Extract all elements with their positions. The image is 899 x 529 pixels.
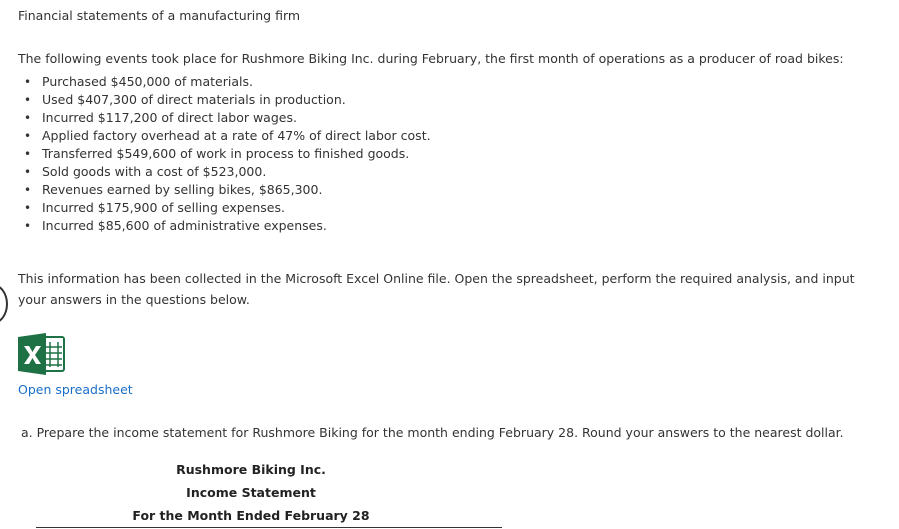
problem-heading: Financial statements of a manufacturing firm — [18, 8, 301, 23]
bullet: • — [24, 147, 32, 161]
event-text: Revenues earned by selling bikes, $865,300. — [42, 182, 323, 197]
list-item — [18, 145, 431, 163]
list-item — [18, 217, 431, 235]
question-a: a. Prepare the income statement for Rushmore Biking for the month ending February 28. Round your answers to the nearest dollar. — [21, 425, 844, 440]
event-text: Sold goods with a cost of $523,000. — [42, 164, 267, 179]
event-text: Applied factory overhead at a rate of 47% of direct labor cost. — [42, 128, 431, 143]
event-text: Purchased $450,000 of materials. — [42, 74, 253, 89]
list-item — [18, 109, 431, 127]
list-item — [18, 91, 431, 109]
statement-divider — [36, 527, 502, 528]
bullet: • — [24, 75, 32, 89]
problem-intro: The following events took place for Rushmore Biking Inc. during February, the first month of operations as a producer of road bikes: — [18, 51, 844, 66]
event-text: Incurred $85,600 of administrative expenses. — [42, 218, 327, 233]
bullet: • — [24, 93, 32, 107]
income-statement-header — [18, 458, 484, 527]
open-spreadsheet-link[interactable]: Open spreadsheet — [18, 382, 133, 397]
list-item — [18, 73, 431, 91]
bullet: • — [24, 165, 32, 179]
event-text: Incurred $117,200 of direct labor wages. — [42, 110, 297, 125]
event-text: Used $407,300 of direct materials in production. — [42, 92, 346, 107]
events-list — [18, 73, 431, 235]
event-text: Transferred $549,600 of work in process to finished goods. — [42, 146, 410, 161]
spreadsheet-instructions: This information has been collected in the Microsoft Excel Online file. Open the spreadsheet, perform the required analysis, and input your answers in the questions below. — [18, 271, 855, 307]
bullet: • — [24, 219, 32, 233]
statement-period: For the Month Ended February 28 — [132, 508, 370, 523]
bullet: • — [24, 129, 32, 143]
bullet: • — [24, 111, 32, 125]
bullet: • — [24, 183, 32, 197]
bullet: • — [24, 201, 32, 215]
side-navigation-arc — [0, 284, 8, 324]
list-item — [18, 163, 431, 181]
excel-icon[interactable] — [18, 333, 66, 375]
event-text: Incurred $175,900 of selling expenses. — [42, 200, 285, 215]
list-item — [18, 181, 431, 199]
company-name: Rushmore Biking Inc. — [176, 462, 326, 477]
list-item — [18, 127, 431, 145]
list-item — [18, 199, 431, 217]
statement-title: Income Statement — [186, 485, 316, 500]
